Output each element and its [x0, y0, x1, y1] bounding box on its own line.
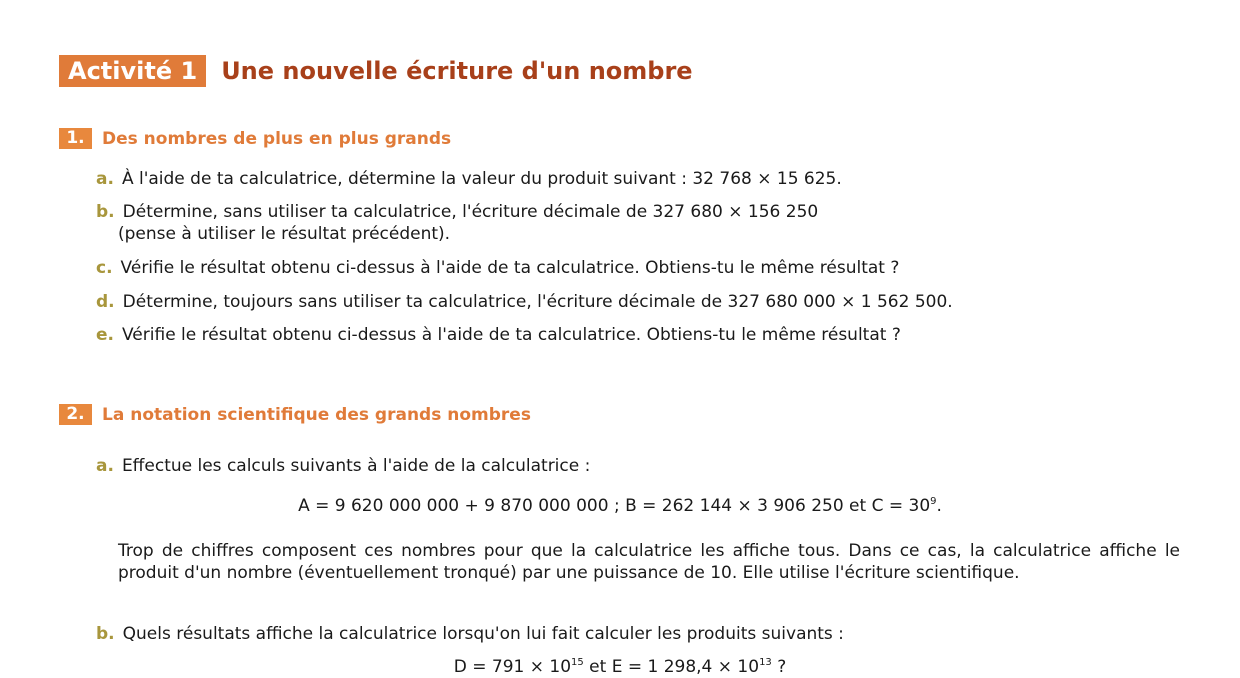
section-number: 1.: [59, 128, 92, 149]
formula-text: et E = 1 298,4 × 10: [583, 657, 760, 677]
question-1b: [96, 201, 818, 223]
question-text: Vérifie le résultat obtenu ci-dessus à l'aide de ta calculatrice. Obtiens-tu le même résultat ?: [120, 258, 900, 278]
question-2a: [96, 455, 590, 477]
question-text: Effectue les calculs suivants à l'aide de la calculatrice :: [121, 456, 591, 476]
section-title: Des nombres de plus en plus grands: [102, 128, 452, 149]
formula-text: D = 791 × 10: [453, 657, 572, 677]
section-title: La notation scientifique des grands nombres: [102, 404, 531, 425]
question-text: Détermine, sans utiliser ta calculatrice, l'écriture décimale de 327 680 × 156 250: [122, 202, 819, 222]
formula-exponent: 13: [759, 657, 772, 668]
formula-suffix: .: [936, 496, 942, 516]
question-letter: b.: [96, 202, 115, 222]
activity-title: Une nouvelle écriture d'un nombre: [221, 57, 693, 85]
question-letter: c.: [96, 258, 113, 278]
question-1b-continuation: (pense à utiliser le résultat précédent).: [118, 224, 451, 244]
question-text: Détermine, toujours sans utiliser ta calculatrice, l'écriture décimale de 327 680 000 × 1 562 500.: [122, 292, 953, 312]
question-1e: [96, 324, 901, 346]
question-letter: a.: [96, 169, 114, 189]
question-letter: e.: [96, 325, 114, 345]
question-text: Quels résultats affiche la calculatrice lorsqu'on lui fait calculer les produits suivants :: [122, 624, 844, 644]
question-text: À l'aide de ta calculatrice, détermine la valeur du produit suivant : 32 768 × 15 625.: [121, 169, 842, 189]
question-text: Vérifie le résultat obtenu ci-dessus à l'aide de ta calculatrice. Obtiens-tu le même résultat ?: [122, 325, 901, 345]
question-letter: a.: [96, 456, 114, 476]
section-2-heading: [59, 404, 531, 425]
question-1a: [96, 168, 842, 190]
question-2b: [96, 623, 844, 645]
question-letter: d.: [96, 292, 115, 312]
formula-exponent: 15: [571, 657, 584, 668]
explanation-paragraph: Trop de chiffres composent ces nombres pour que la calculatrice les affiche tous. Dans ce cas, la calculatrice affiche le produit d'un nombre (éventuellement tronqué) par une puissance de 10. Elle utilise l'écriture scientifique.: [118, 541, 1180, 583]
activity-header: [59, 55, 693, 87]
section-number: 2.: [59, 404, 92, 425]
section-1-heading: [59, 128, 451, 149]
question-letter: b.: [96, 624, 115, 644]
formula-text: ?: [771, 657, 787, 677]
question-1c: [96, 257, 899, 279]
activity-badge: Activité 1: [59, 55, 206, 87]
question-1d: [96, 291, 953, 313]
formula-de: [0, 656, 1240, 678]
formula-text: A = 9 620 000 000 + 9 870 000 000 ; B = 262 144 × 3 906 250 et C = 30: [298, 496, 931, 516]
formula-abc: [0, 495, 1240, 517]
formula-exponent: 9: [930, 496, 937, 507]
